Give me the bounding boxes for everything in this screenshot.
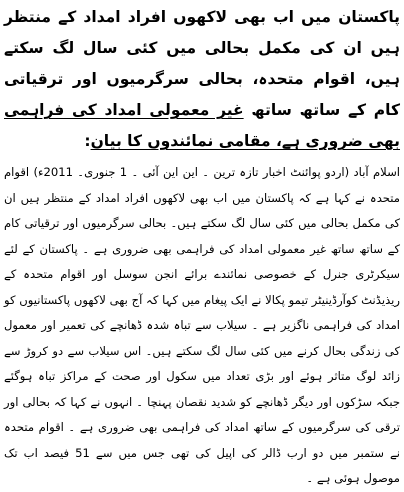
article-headline: پاکستان میں اب بھی لاکھوں افراد امداد کے منتظر ہیں ان کی مکمل بحالی میں کئی سال لگ سکتے ہیں، اقوام متحدہ، بحالی سرگرمیوں اور ترقیاتی کام کے ساتھ ساتھ غیر معمولی امداد کی فراہمی بھی ضروری ہے، مقامی نمائندوں کا بیان: bbox=[4, 8, 400, 150]
article-body: اسلام آباد (اردو پوائنٹ اخبار تازہ ترین ۔ این این آئی ۔ 1 جنوری۔ 2011ء) اقوام متحدہ نے کہا ہے کہ پاکستان میں اب بھی لاکھوں افراد امداد کے منتظر ہیں ان کی مکمل بحالی میں کئی سال لگ سکتے ہیں۔ بحالی سرگرمیوں اور ترقیاتی کام کے ساتھ ساتھ غیر معمولی امداد کی فراہمی بھی ضروری ہے ۔ پاکستان کے لئے سیکرٹری جنرل کے خصوصی نمائندے برائے انجن سوسل اور اقوام متحدہ کے ریذیڈنٹ کوآرڈینیٹر تیمو پکالا نے ایک پیغام میں کہا کہ آج بھی لاکھوں پاکستانیوں کو امداد کی فراہمی ناگزیر ہے ۔ سیلاب سے تباہ شدہ ڈھانچے کی تعمیر اور معمول کی زندگی بحال کرنے میں کئی سال لگ سکتے ہیں۔ اس سیلاب سے دو کروڑ سے زائد لوگ متاثر ہوئے اور بڑی تعداد میں سکول اور صحت کے مراکز تباہ ہوگئے جبکہ سڑکوں اور دیگر ڈھانچے کو شدید نقصان پہنچا ۔ انہوں نے کہا کہ بحالی اور ترقی کی سرگرمیوں کے ساتھ امداد کی فراہمی بھی ضروری ہے ۔ اقوام متحدہ نے ستمبر میں دو ارب ڈالر کی اپیل کی تھی جس میں سے 51 فیصد اب تک موصول ہوئی ہے ۔ bbox=[4, 165, 401, 485]
headline-underlined-text: غیر معمولی امداد کی فراہمی بھی ضروری ہے، مقامی نمائندوں کا بیان bbox=[4, 101, 400, 150]
news-article bbox=[4, 2, 401, 485]
headline-main-text: پاکستان میں اب بھی لاکھوں افراد امداد کے منتظر ہیں ان کی مکمل بحالی میں کئی سال لگ سکتے ہیں، اقوام متحدہ، بحالی سرگرمیوں اور ترقیاتی کام کے ساتھ ساتھ bbox=[4, 8, 400, 119]
